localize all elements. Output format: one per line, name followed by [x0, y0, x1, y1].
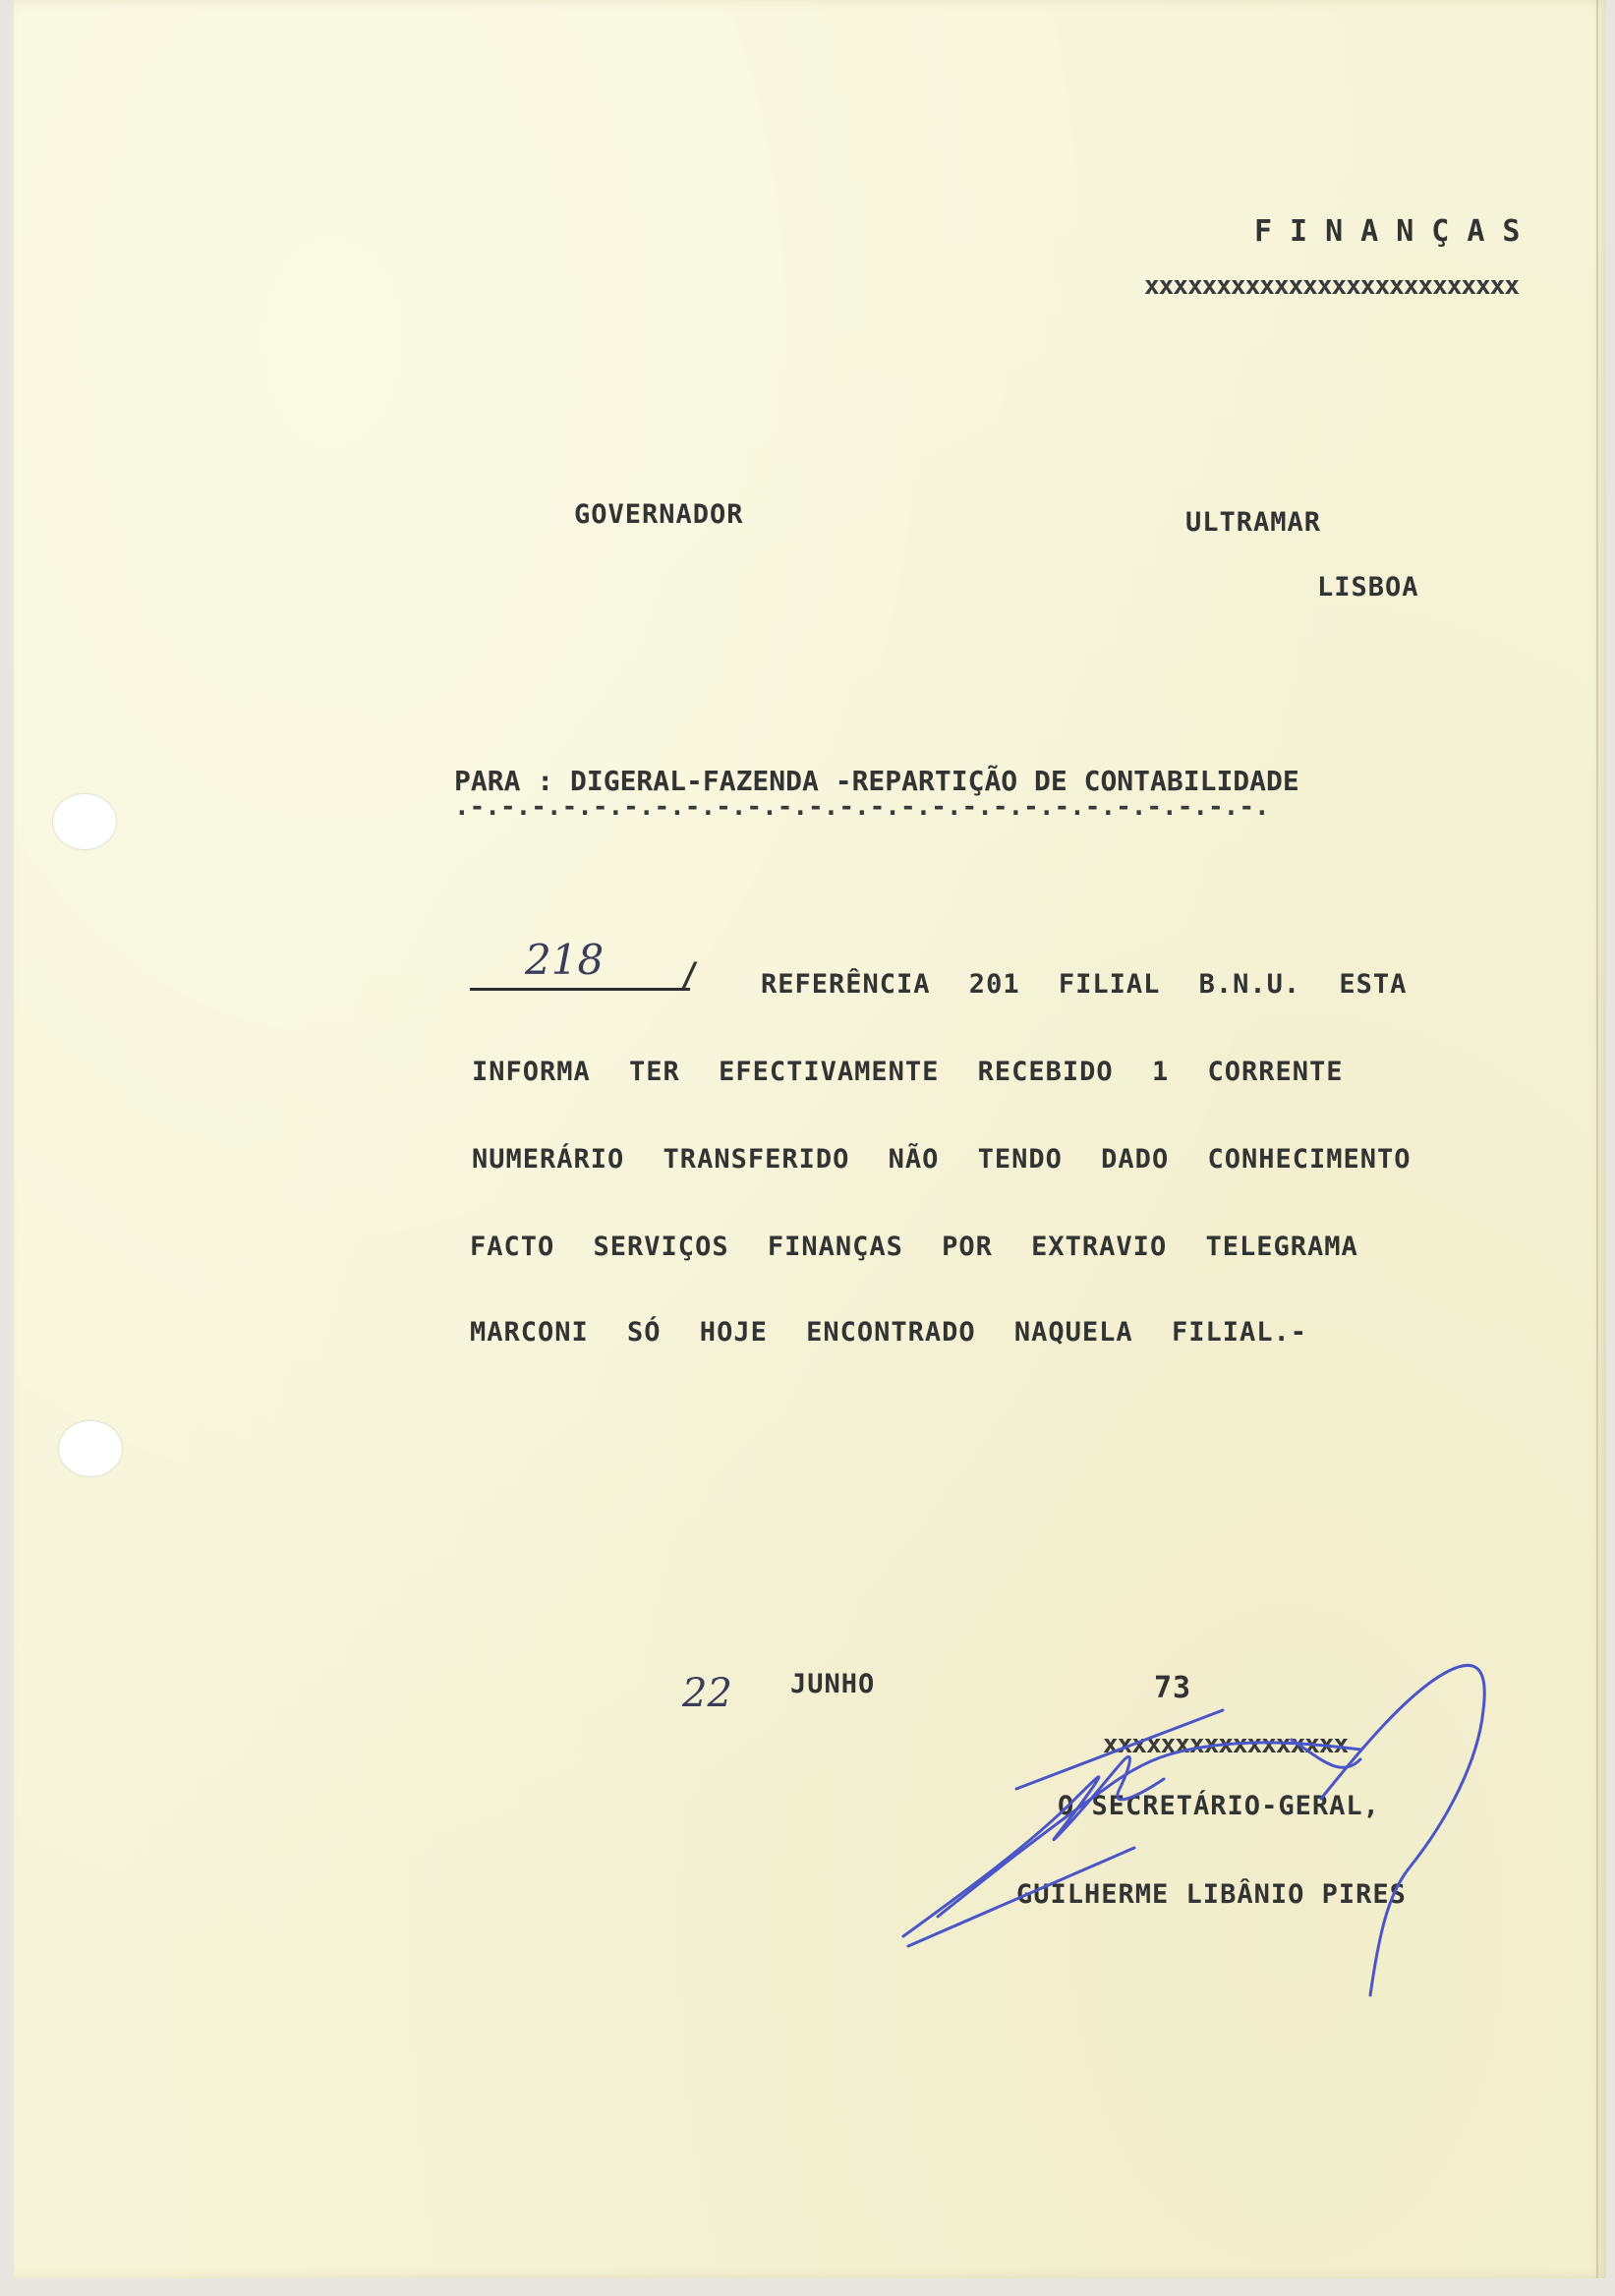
message-line-4: FACTO SERVIÇOS FINANÇAS POR EXTRAVIO TELEGRAMA: [470, 1232, 1358, 1262]
destination-label: ULTRAMAR: [1185, 507, 1322, 538]
message-line-3: NUMERÁRIO TRANSFERIDO NÃO TENDO DADO CONHECIMENTO: [472, 1144, 1412, 1175]
date-month: JUNHO: [790, 1669, 876, 1699]
date-year: 73: [1154, 1671, 1192, 1705]
struck-out-line-signature: xxxxxxxxxxxxxxxxx: [1103, 1730, 1349, 1759]
recipient-dotted-underline: .-.-.-.-.-.-.-.-.-.-.-.-.-.-.-.-.-.-.-.-.-.-.-.-.-.-.: [454, 792, 1270, 822]
signatory-title: O SECRETÁRIO-GERAL,: [1058, 1791, 1380, 1821]
page-edge-shadow: [1596, 0, 1598, 2278]
message-line-5: MARCONI SÓ HOJE ENCONTRADO NAQUELA FILIAL.-: [470, 1317, 1307, 1348]
sender-label: GOVERNADOR: [574, 499, 744, 530]
message-line-1: REFERÊNCIA 201 FILIAL B.N.U. ESTA: [761, 969, 1408, 1000]
document-page: [14, 0, 1606, 2278]
destination-city: LISBOA: [1317, 572, 1419, 603]
reference-slash: /: [680, 955, 701, 993]
struck-out-line-header: xxxxxxxxxxxxxxxxxxxxxxxxxx: [1144, 271, 1519, 301]
punch-hole-top: [53, 794, 116, 849]
recipient-line: PARA : DIGERAL-FAZENDA -REPARTIÇÃO DE CONTABILIDADE: [454, 765, 1299, 797]
handwritten-reference-number: 218: [525, 936, 605, 984]
handwritten-date-day: 22: [682, 1671, 732, 1716]
reference-number-underline: [470, 988, 690, 991]
handwritten-signature: [898, 1651, 1508, 2005]
department-heading: FINANÇAS: [1254, 214, 1538, 249]
punch-hole-bottom: [59, 1421, 122, 1476]
signatory-name: GUILHERME LIBÂNIO PIRES: [1016, 1879, 1407, 1910]
message-line-2: INFORMA TER EFECTIVAMENTE RECEBIDO 1 CORRENTE: [472, 1057, 1344, 1087]
